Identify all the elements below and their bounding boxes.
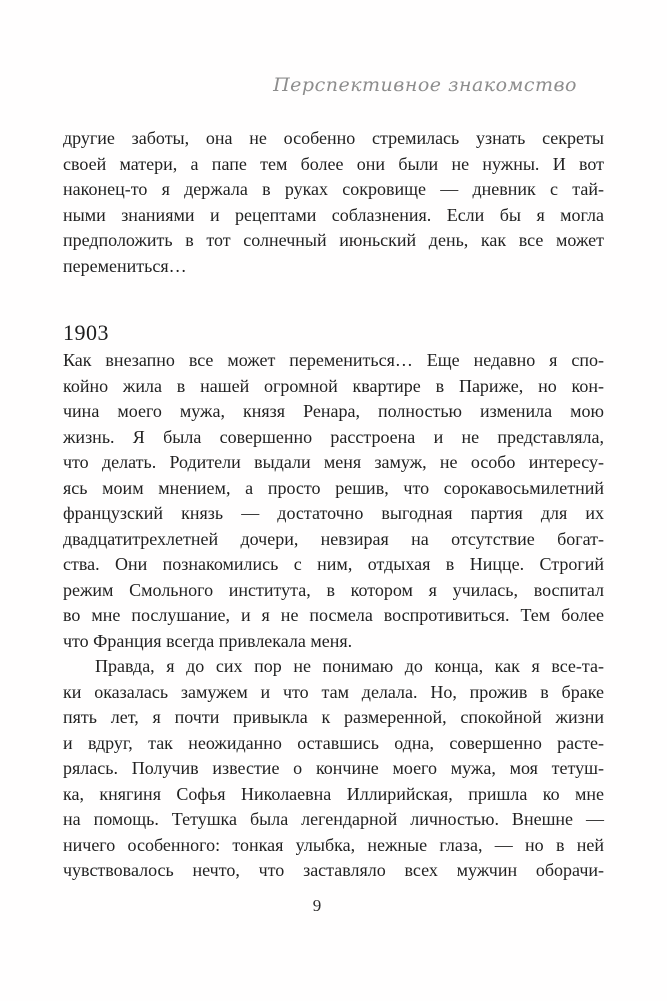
text-line: ка, княгиня Софья Николаевна Иллирийская, пришла ко мне bbox=[63, 783, 604, 804]
text-line: жизнь. Я была совершенно расстроена и не представляла, bbox=[63, 426, 604, 447]
page-number: 9 bbox=[312, 896, 322, 915]
text-line: что Франция всегда привлекала меня. bbox=[63, 630, 353, 651]
running-head: Перспективное знакомство bbox=[273, 74, 577, 96]
text-line: режим Смольного института, в котором я училась, воспитал bbox=[63, 579, 604, 600]
text-line: перемениться… bbox=[63, 255, 187, 276]
paragraph-chapter-opening bbox=[63, 348, 604, 654]
text-line: своей матери, а папе тем более они были не нужны. И вот bbox=[63, 153, 604, 174]
text-line: на помощь. Тетушка была легендарной личностью. Внешне — bbox=[63, 809, 604, 829]
text-line: и вдруг, так неожиданно оставшись одна, совершенно расте- bbox=[63, 732, 604, 753]
text-line: ными знаниями и рецептами соблазнения. Если бы я могла bbox=[63, 204, 604, 225]
text-line: Правда, я до сих пор не понимаю до конца, как я все-та- bbox=[95, 656, 604, 676]
text-line: во мне послушание, и я не посмела воспротивиться. Тем более bbox=[63, 605, 604, 625]
text-line: французский князь — достаточно выгодная партия для их bbox=[63, 503, 604, 523]
text-line: койно жила в нашей огромной квартире в Париже, но кон- bbox=[63, 375, 604, 396]
text-line: предположить в тот солнечный июньский день, как все может bbox=[63, 230, 604, 250]
text-line: пять лет, я почти привыкла к размеренной, спокойной жизни bbox=[63, 707, 604, 727]
text-line: ства. Они познакомились с ним, отдыхая в Ницце. Строгий bbox=[63, 554, 604, 574]
text-line: двадцатитрехлетней дочери, невзирая на отсутствие богат- bbox=[63, 528, 604, 549]
paragraph-indented bbox=[63, 654, 604, 884]
chapter-heading: 1903 bbox=[63, 320, 109, 345]
paragraph-continuation bbox=[63, 126, 604, 279]
text-line: ничего особенного: тонкая улыбка, нежные глаза, — но в ней bbox=[63, 834, 604, 855]
text-line: Как внезапно все может перемениться… Еще недавно я спо- bbox=[63, 350, 604, 370]
text-line: что делать. Родители выдали меня замуж, не особо интересу- bbox=[63, 452, 604, 472]
text-line: чувствовалось нечто, что заставляло всех мужчин оборачи- bbox=[63, 860, 604, 880]
text-line: наконец-то я держала в руках сокровище — дневник с тай- bbox=[63, 179, 604, 199]
text-line: другие заботы, она не особенно стремилась узнать секреты bbox=[63, 128, 604, 148]
text-line: ясь моим мнением, а просто решив, что сорокавосьмилетний bbox=[63, 477, 604, 498]
text-block bbox=[63, 126, 604, 884]
text-line: рялась. Получив известие о кончине моего мужа, моя тетуш- bbox=[63, 758, 604, 778]
text-line: ки оказалась замужем и что там делала. Но, прожив в браке bbox=[63, 681, 604, 702]
text-line: чина моего мужа, князя Ренара, полностью изменила мою bbox=[63, 401, 604, 421]
